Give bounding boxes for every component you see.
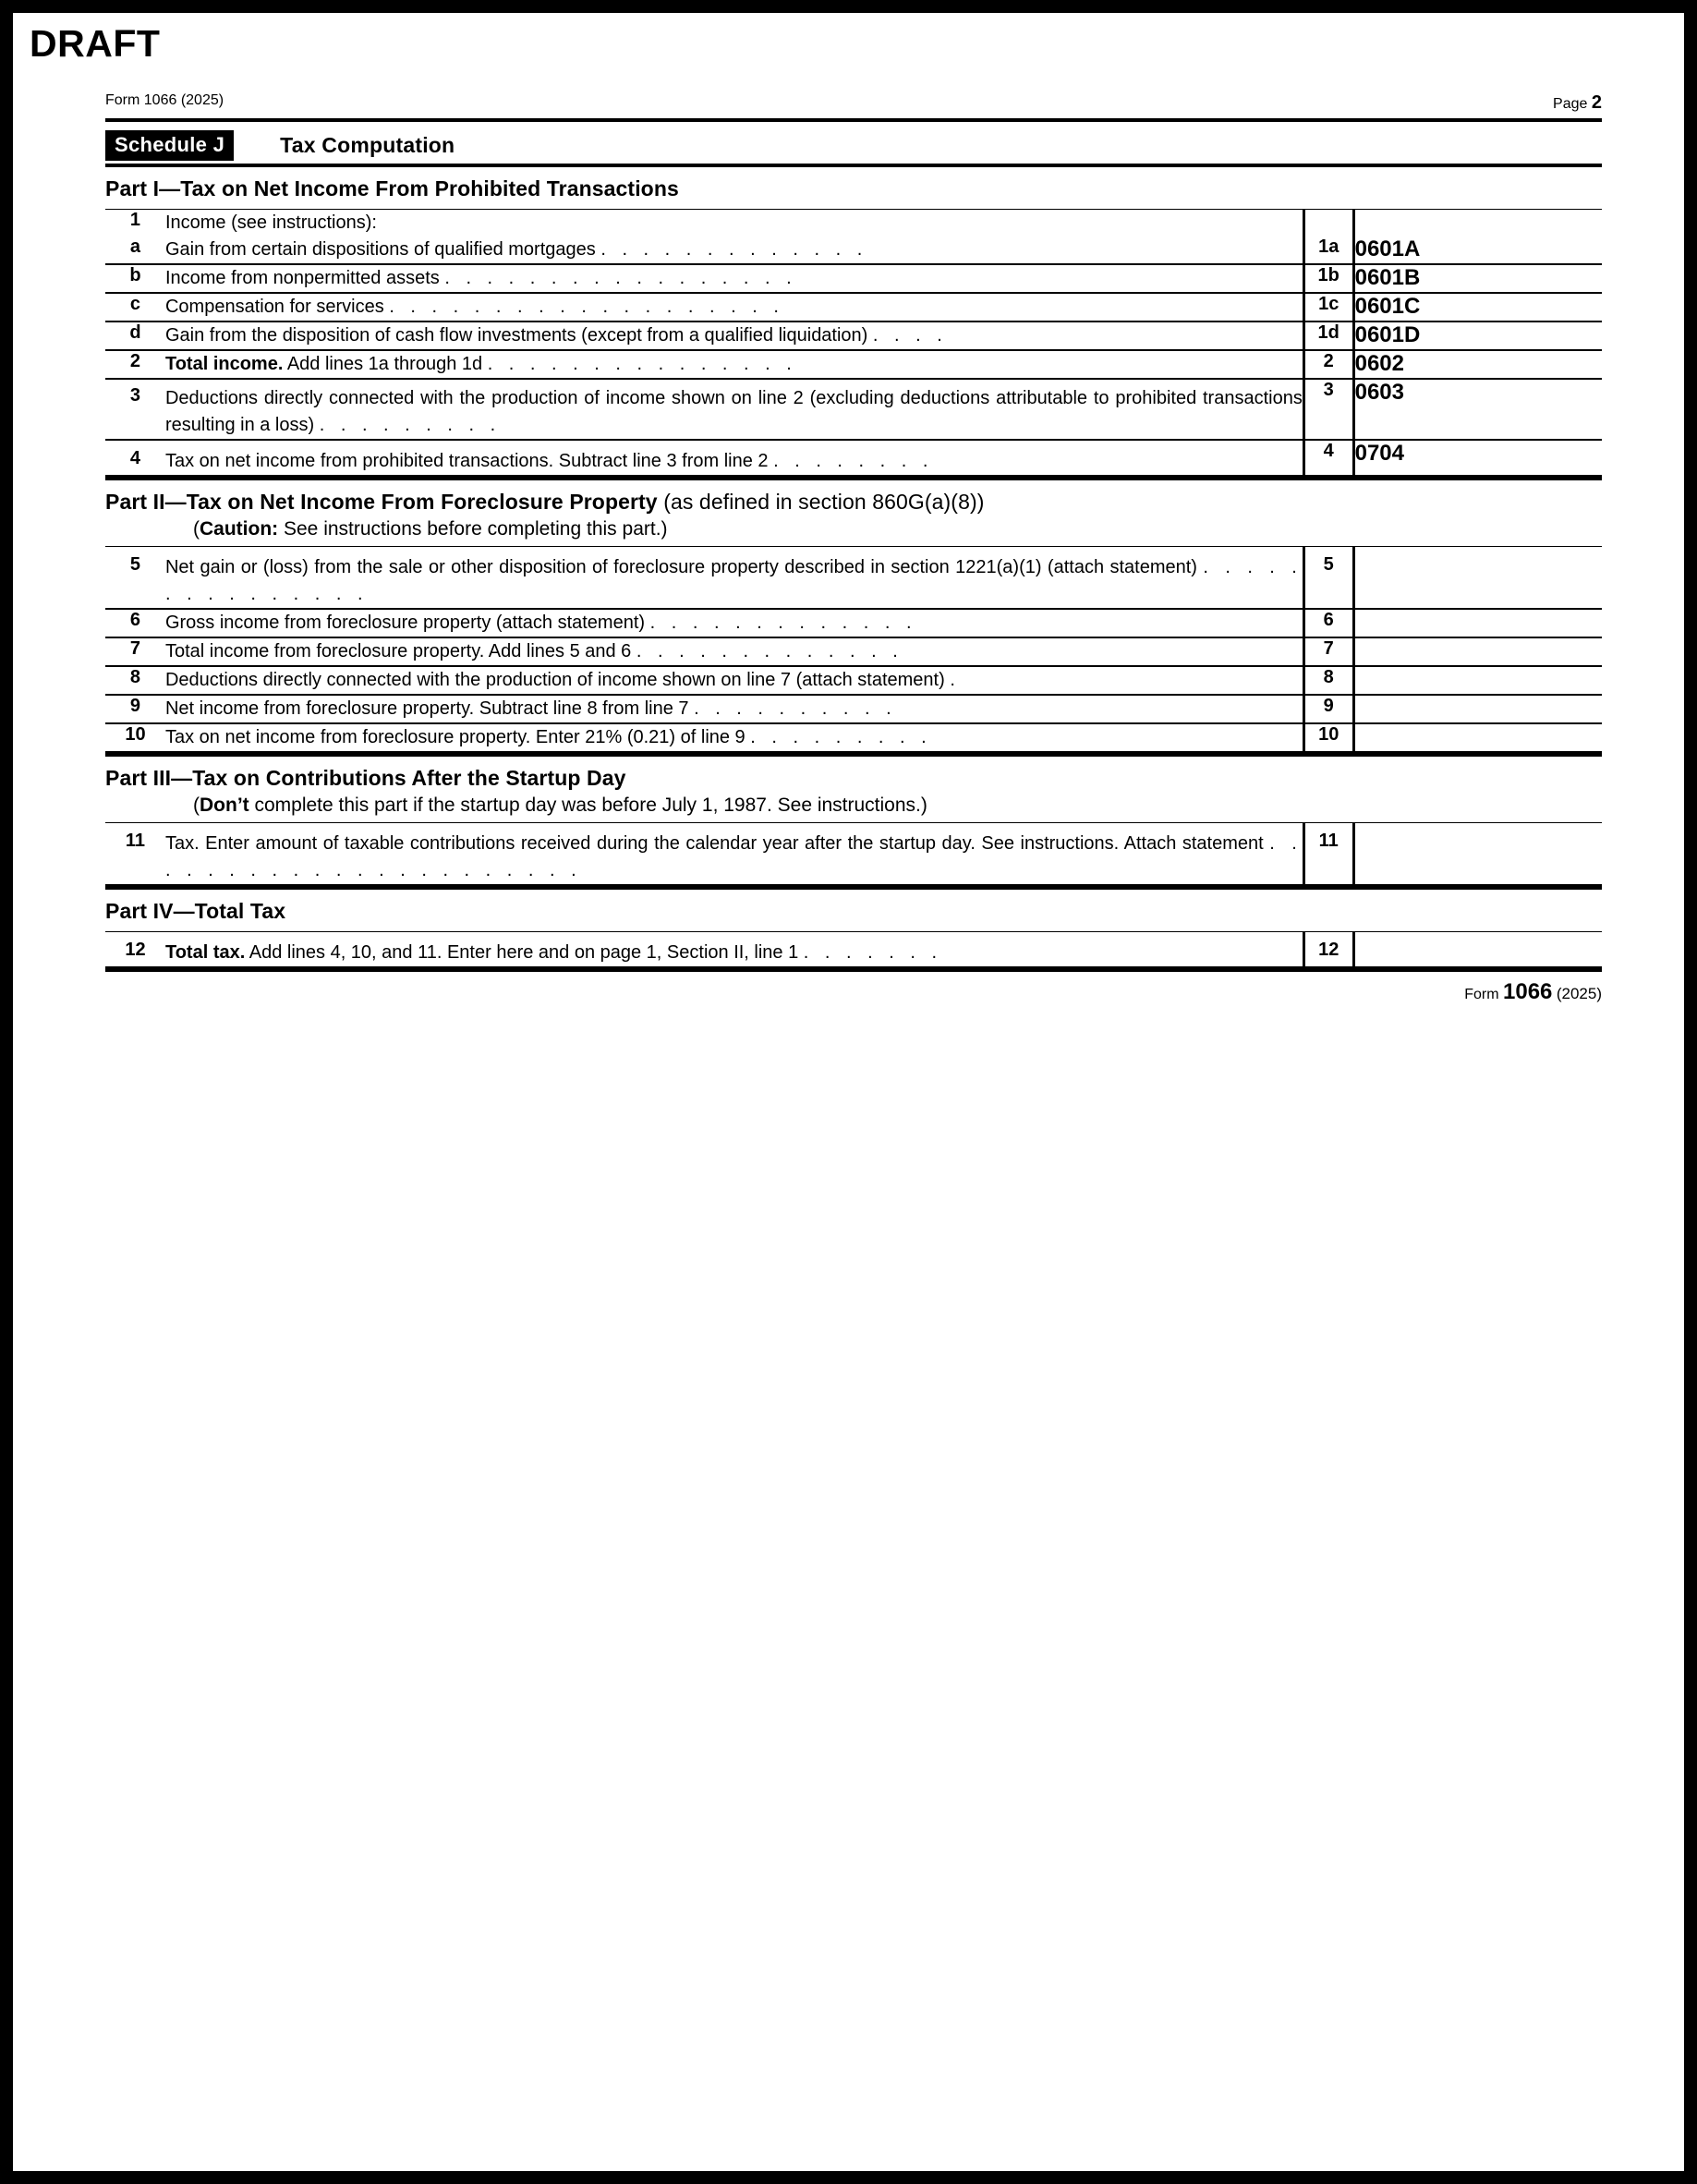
line-label: Tax. Enter amount of taxable contributions received during the calendar year after the startup day. See instructions. Attach statement [164,833,1264,854]
spacer-cell [165,547,1303,554]
line-number: d [105,322,165,350]
leader-dots: . . . . . . . . . [750,727,932,747]
table-spacer [105,547,1602,554]
line-text [165,264,1303,293]
amount-field[interactable]: 0601D [1353,322,1602,350]
line-ref: 9 [1303,695,1353,723]
part-2-table [105,547,1602,753]
line-ref: 11 [1303,831,1353,885]
draft-watermark: DRAFT [30,22,161,65]
dont-label: Don’t [200,795,249,816]
spacer-ref [1303,932,1353,940]
part-4-table [105,932,1602,968]
line-label: Income from nonpermitted assets [164,268,440,288]
line-number: c [105,293,165,322]
schedule-title: Tax Computation [280,132,455,157]
line-label-bold: Total income. [164,354,284,374]
form-id-label: Form 1066 (2025) [105,92,224,108]
line-ref: 3 [1303,379,1353,440]
line-text [165,695,1303,723]
line-label: Total income from foreclosure property. Add lines 5 and 6 [164,641,632,661]
line-label: Gross income from foreclosure property (attach statement) [164,613,646,633]
spacer-cell [165,932,1303,940]
part-3-table [105,823,1602,886]
line-label: Add lines 1a through 1d [283,354,483,374]
spacer-cell [105,547,165,554]
line-ref: 1c [1303,293,1353,322]
part-1-table [105,210,1602,477]
table-row [105,350,1602,379]
table-row [105,237,1602,264]
caution-label: Caution: [200,518,279,540]
leader-dots: . . . . . . . . . . . . . . . . . [444,268,797,288]
part-1-title: Part I—Tax on Net Income From Prohibited Transactions [105,176,679,200]
part-3-note [105,795,1602,822]
line-ref: 12 [1303,940,1353,967]
amount-field[interactable]: 0601A [1353,237,1602,264]
amount-field[interactable] [1353,940,1602,967]
table-row [105,379,1602,440]
line-text [165,379,1303,440]
leader-dots: . . . . . . . . . [319,415,502,435]
line-text [165,554,1303,609]
note-text: complete this part if the startup day was before July 1, 1987. See instructions. [248,795,921,816]
line-text [165,609,1303,637]
table-spacer [105,823,1602,831]
line-number: 8 [105,666,165,695]
leader-dots: . . . . . . . . . . . . . . . . . . . [389,297,784,317]
line-text [165,637,1303,666]
schedule-badge: Schedule J [105,130,234,161]
line-label-bold: Total tax. [164,942,246,963]
amount-field[interactable]: 0603 [1353,379,1602,440]
leader-dots: . . . . . . . . . . . . . . . [487,354,797,374]
table-row [105,831,1602,885]
line-label: Add lines 4, 10, and 11. Enter here and on page 1, Section II, line 1 [245,942,799,963]
line-text [165,237,1303,264]
amount-field[interactable]: 0601C [1353,293,1602,322]
paren-open: ( [193,795,200,816]
table-row [105,609,1602,637]
line-label: Compensation for services [164,297,384,317]
page-number: 2 [1591,92,1602,113]
line-ref: 1d [1303,322,1353,350]
line-number: 4 [105,440,165,476]
line-ref: 1b [1303,264,1353,293]
line-number: 1 [129,210,141,230]
line-number: 6 [105,609,165,637]
leader-dots: . . . . . . . . . . [694,698,897,719]
line-text [165,322,1303,350]
table-row [105,322,1602,350]
line-number: b [105,264,165,293]
amount-field[interactable] [1353,637,1602,666]
leader-dots: . . . . . . . [803,942,943,963]
line-number: 11 [105,831,165,885]
line-ref: 4 [1303,440,1353,476]
page-label: Page [1553,96,1588,112]
line-ref: 7 [1303,637,1353,666]
part-2-title [105,480,1602,522]
table-row [105,666,1602,695]
amount-field[interactable]: 0602 [1353,350,1602,379]
line-label: Deductions directly connected with the production of income shown on line 7 (attach statement) [164,670,945,690]
line-label: Tax on net income from prohibited transactions. Subtract line 3 from line 2 [164,451,769,471]
table-row [105,695,1602,723]
leader-dots: . . . . . . . . . . . . . . . . . . . . . . [164,833,1303,880]
line-label: Gain from certain dispositions of qualified mortgages [164,239,596,260]
footer-prefix: Form [1464,987,1499,1002]
amount-field[interactable] [1353,554,1602,609]
leader-dots: . . . . [872,325,948,346]
line-text [165,831,1303,885]
line-text [165,293,1303,322]
line-label: Net gain or (loss) from the sale or other disposition of foreclosure property described in section 1221(a)(1) (attach statement) [164,557,1197,577]
line-label: Deductions directly connected with the production of income shown on line 2 (excluding deductions attributable to prohibited transactions resulting in a loss) [164,388,1303,435]
line-text [165,210,1303,237]
line-number: 10 [105,723,165,752]
spacer-cell [105,932,165,940]
schedule-header [105,122,1602,164]
line-number: 12 [105,940,165,967]
line-label: Net income from foreclosure property. Subtract line 8 from line 7 [164,698,689,719]
line-ref: 8 [1303,666,1353,695]
spacer-amt [1353,823,1602,831]
table-row [105,440,1602,476]
line-number: 3 [105,379,165,440]
line-number: a [105,237,165,264]
table-row [105,293,1602,322]
amount-field[interactable] [1353,666,1602,695]
page-indicator [1553,92,1602,114]
leader-dots: . . . . . . . . . . . . . . . [164,557,1303,604]
amount-field[interactable] [1353,695,1602,723]
paren-close: ) [920,795,927,816]
spacer-cell [165,823,1303,831]
line-label: Tax on net income from foreclosure property. Enter 21% (0.21) of line 9 [164,727,745,747]
amount-field[interactable]: 0601B [1353,264,1602,293]
form-content [105,92,1602,1005]
amount-field[interactable]: 0704 [1353,440,1602,476]
line-number: 5 [105,554,165,609]
table-row [105,940,1602,967]
line-text [165,440,1303,476]
line-text [165,940,1303,967]
footer-form-number: 1066 [1503,979,1553,1004]
table-row [105,210,1602,237]
part-2-title-note: (as defined in section 860G(a)(8)) [657,490,985,514]
spacer-ref [1303,823,1353,831]
part-3-title: Part III—Tax on Contributions After the Startup Day [105,766,626,790]
part-2-caution [105,518,1602,546]
line-ref: 2 [1303,350,1353,379]
table-row [105,264,1602,293]
line-ref [1303,210,1353,237]
spacer-cell [105,823,165,831]
line-label: Income (see instructions): [164,212,377,233]
spacer-amt [1353,547,1602,554]
line-ref: 1a [1303,237,1353,264]
table-row [105,637,1602,666]
leader-dots: . . . . . . . . . . . . . [636,641,903,661]
line-text [165,666,1303,695]
table-spacer [105,932,1602,940]
leader-dots: . . . . . . . . . . . . . [649,613,917,633]
part-4-title: Part IV—Total Tax [105,899,286,923]
paren-open: ( [193,518,200,540]
spacer-amt [1353,932,1602,940]
page-sheet [13,13,1684,2171]
line-number: 7 [105,637,165,666]
table-row [105,554,1602,609]
line-text [165,350,1303,379]
leader-dots: . [950,670,961,690]
paren-close: ) [661,518,668,540]
line-label: Gain from the disposition of cash flow investments (except from a qualified liquidation) [164,325,868,346]
amount-field[interactable] [1353,609,1602,637]
line-ref: 6 [1303,609,1353,637]
amount-field[interactable] [1353,831,1602,885]
amount-field[interactable] [1353,723,1602,752]
line-text [165,723,1303,752]
caution-text: See instructions before completing this part. [278,518,661,540]
leader-dots: . . . . . . . . . . . . . [600,239,868,260]
form-footer [105,972,1602,1005]
footer-year: (2025) [1556,985,1602,1002]
page-header [105,92,1602,118]
amount-blank [1353,210,1602,237]
table-row [105,723,1602,752]
spacer-ref [1303,547,1353,554]
line-ref: 5 [1303,554,1353,609]
leader-dots: . . . . . . . . [773,451,934,471]
line-number: 2 [105,350,165,379]
part-2-title-main: Part II—Tax on Net Income From Foreclosure Property [105,490,658,514]
line-ref: 10 [1303,723,1353,752]
line-number: 9 [105,695,165,723]
